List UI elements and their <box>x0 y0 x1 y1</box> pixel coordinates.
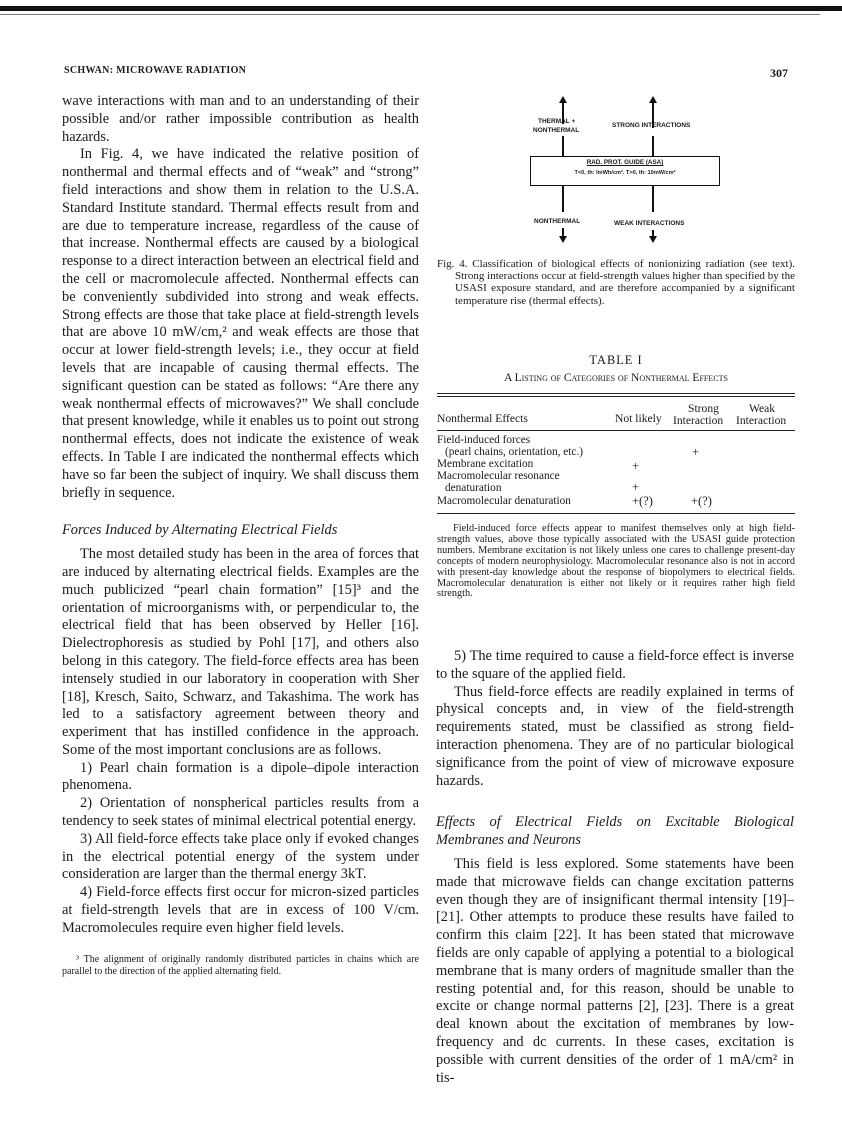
right-column <box>436 648 794 1087</box>
table-row: Membrane excitation <box>437 458 534 470</box>
strong-mark: +(?) <box>691 494 712 508</box>
list-item: 3) All field-force effects take place only if evoked changes in the electrical potential energy of the system under consideration are larger than the thermal energy 3kT. <box>62 830 419 883</box>
paragraph: Thus field-force effects are readily explained in terms of physical concepts and, in view of the field-strength requirements stated, must be classified as strong field-interaction phenomena. They are of no particular biological significance from the point of view of microwave exposure hazards. <box>436 683 794 789</box>
column-header-weak: Weak <box>749 402 776 415</box>
table-bottom-rule <box>437 513 795 514</box>
column-header-effects: Nonthermal Effects <box>437 412 528 425</box>
column-header-weak-2: Interaction <box>736 414 787 427</box>
table-title: A Listing of Categories of Nonthermal Effects <box>504 372 728 384</box>
table-row: Macromolecular denaturation <box>437 495 571 507</box>
paragraph: The most detailed study has been in the area of forces that are induced by alternating electrical fields. Examples are the much publicized “pearl chain formation” [15]³ and the orientation of microorganisms with, or perpendicular to, the electrical field that has been observed by Heller [16]. Dielectrophoresis as studied by Pohl [17], and others also belong in this category. The field-force effects area has been intensely studied in our laboratory in cooperation with Sher [18], Kresch, Saito, Schwarz, and Takashima. The work has led to a satisfactory agreement between theory and experiment that has instilled confidence in the approach. Some of the most important conclusions are as follows. <box>62 546 419 758</box>
page-top-border <box>0 6 842 11</box>
up-arrow-icon <box>649 96 657 103</box>
connector-line <box>652 136 654 156</box>
page-number: 307 <box>770 66 788 80</box>
down-arrow-icon <box>559 236 567 243</box>
rad-prot-guide-box <box>530 156 720 186</box>
table-row: Field-induced forces <box>437 434 531 446</box>
figure-caption <box>437 258 795 307</box>
column-header-not-likely: Not likely <box>615 412 662 425</box>
down-arrow-icon <box>649 236 657 243</box>
label-thermal-nonthermal: THERMAL + <box>538 118 576 125</box>
table-top-rule <box>437 393 795 394</box>
caption-text: Fig. 4. Classification of biological effects of nonionizing radiation (see text). Strong interactions occur at field-strength values higher than specified by the USASI exposure standard, and are therefore accompanied by a significant temperature rise (thermal effects). <box>437 258 795 307</box>
table-label: TABLE I <box>589 353 643 367</box>
list-item: 5) The time required to cause a field-force effect is inverse to the square of the applied field. <box>436 648 794 682</box>
not-likely-mark: +(?) <box>632 494 653 508</box>
arrow-shaft <box>562 228 564 236</box>
table-row-cont: (pearl chains, orientation, etc.) <box>445 446 584 458</box>
paragraph: wave interactions with man and to an understanding of their possible and/or rather impossible contribution as health hazards. <box>62 93 419 145</box>
column-header-strong-2: Interaction <box>673 414 724 427</box>
connector-line <box>652 186 654 212</box>
list-item: 4) Field-force effects first occur for micron-sized particles at field-strength levels that are in excess of 100 V/cm. Macromolecules require even higher field levels. <box>62 884 419 936</box>
connector-line <box>562 186 564 212</box>
paragraph: In Fig. 4, we have indicated the relative position of nonthermal and thermal effects and of “weak” and “strong” field interactions and show them in relation to the U.S.A. Standard Institute standard. Thermal effects result from and are due to temperature increase, regardless of the cause of that increase. Nonthermal effects are caused by a biological response to a direct interaction between an electrical field and the cell or macromolecule affected. Nonthermal effects can be conveniently subdivided into strong and weak effects. Strong effects are those that take place at field-strength levels that are above 10 mW/cm,² and weak effects are those that occur at lower field-strength levels; i.e., they occur at field levels that are incapable of causing thermal effects. The significant question can be stated as follows: “Are there any weak nonthermal effects of microwaves?” We shall conclude that present knowledge, while it enables us to point out strong nonthermal effects, does not indicate the existence of weak effects. In Table I are indicated the nonthermal effects which have so far been the subject of inquiry. We shall discuss them briefly in sequence. <box>62 146 419 501</box>
box-subtitle: T<0, th: lmWh/cm². T>0, th: 10mW/cm² <box>574 170 676 176</box>
up-arrow-icon <box>559 96 567 103</box>
table-row-cont: denaturation <box>445 482 502 494</box>
page-top-rule <box>0 14 820 15</box>
label-strong-interactions: STRONG INTERACTIONS <box>612 122 691 129</box>
not-likely-mark: + <box>632 480 640 494</box>
table-note: Field-induced force effects appear to manifest themselves only at high field-strength values, above those typically associated with the USASI guide protection numbers. Membrane excitation is not likely unless one cares to challenge present-day concepts of modern neurophysiology. Macromolecular resonance also is not in accord with present-day knowledge about the response of biopolymers to electrical fields. Macromolecular denaturation is either not likely or it requires rather high field strength. <box>437 523 795 600</box>
column-header-strong: Strong <box>688 402 719 415</box>
left-column <box>62 93 419 978</box>
table-top-rule-2 <box>437 396 795 397</box>
figure-4-diagram <box>530 96 720 246</box>
label-weak-interactions: WEAK INTERACTIONS <box>614 220 685 227</box>
label-nonthermal: NONTHERMAL <box>534 218 581 225</box>
running-title: SCHWAN: MICROWAVE RADIATION <box>64 65 247 76</box>
list-item: 2) Orientation of nonspherical particles results from a tendency to seek states of minimal electrical potential energy. <box>62 795 419 830</box>
section-heading: Forces Induced by Alternating Electrical Fields <box>62 522 338 539</box>
table-row: Macromolecular resonance <box>437 470 560 482</box>
footnote: ³ The alignment of originally randomly distributed particles in chains which are parallel to the direction of the applied alternating field. <box>62 953 419 977</box>
strong-mark: + <box>692 445 700 459</box>
not-likely-mark: + <box>632 459 640 473</box>
table-header-rule <box>437 430 795 431</box>
box-title: RAD. PROT. GUIDE (ASA) <box>586 159 664 166</box>
label-thermal-nonthermal-2: NONTHERMAL <box>533 127 580 134</box>
list-item: 1) Pearl chain formation is a dipole–dipole interaction phenomena. <box>62 759 419 794</box>
paragraph: This field is less explored. Some statements have been made that microwave fields can change excitation patterns even though they are of insignificant thermal intensity [19]–[21]. Other attempts to produce these results have failed to confirm this claim [22]. It has been stated that microwave fields are only capable of applying a potential to a biological membrane that is many orders of magnitude smaller than the resting potential and, for this reason, should be unable to excite or change normal patterns [2], [23]. There is a great deal known about the excitation of membranes by low-frequency and dc currents. In these cases, excitation is possible with current densities of the order of 1 mA/cm² in tis- <box>436 855 794 1086</box>
section-heading: Effects of Electrical Fields on Excitable Biological Membranes and Neurons <box>436 814 794 849</box>
connector-line <box>562 136 564 156</box>
